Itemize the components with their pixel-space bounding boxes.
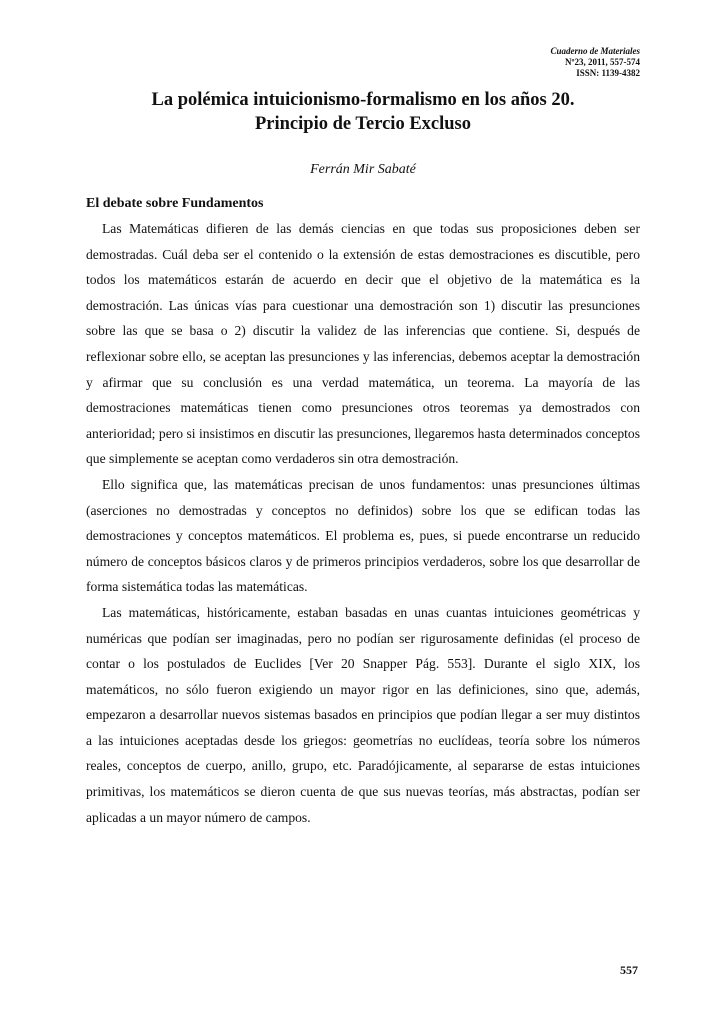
article-title (86, 88, 640, 136)
page-number: 557 (620, 963, 638, 977)
journal-issue: Nº23, 2011, 557-574 (565, 57, 640, 67)
paragraph: Las Matemáticas difieren de las demás ciencias en que todas sus proposiciones deben ser demostradas. Cuál deba ser el contenido o la extensión de estas demostraciones es discutible, pero todos los matemáticos estarán de acuerdo en decir que el objetivo de la matemática es la demostración. Las únicas vías para cuestionar una demostración son 1) discutir las presunciones sobre las que se basa o 2) discutir la validez de las inferencias que contiene. Si, después de reflexionar sobre ello, se aceptan las presunciones y las inferencias, debemos aceptar la demostración y afirmar que su conclusión es una verdad matemática, un teorema. La mayoría de las demostraciones matemáticas tienen como presunciones otros teoremas ya demostrados con anterioridad; pero si insistimos en discutir las presunciones, llegaremos hasta determinados conceptos que simplemente se aceptan como verdaderos sin otra demostración. (86, 221, 640, 467)
paragraph: Ello significa que, las matemáticas precisan de unos fundamentos: unas presunciones últimas (aserciones no demostradas y conceptos no definidos) sobre los que se edifican todas las demostraciones y conceptos matemáticos. El problema es, pues, si puede encontrarse un reducido número de conceptos básicos claros y de primeros principios verdaderos, sobre los que desarrollar de forma sistemática todas las matemáticas. (86, 476, 640, 595)
article-author: Ferrán Mir Sabaté (310, 162, 416, 177)
body-text (86, 216, 640, 830)
section-heading: El debate sobre Fundamentos (86, 196, 264, 211)
journal-info (550, 46, 640, 79)
journal-issn: ISSN: 1139-4382 (576, 68, 640, 78)
article-title-line2: Principio de Tercio Excluso (254, 114, 472, 134)
journal-name: Cuaderno de Materiales (550, 46, 640, 56)
article-title-line1: La polémica intuicionismo-formalismo en los años 20. (151, 90, 575, 110)
paragraph: Las matemáticas, históricamente, estaban basadas en unas cuantas intuiciones geométricas y numéricas que podían ser imaginadas, pero no podían ser rigurosamente definidas (el proceso de contar o los postulados de Euclides [Ver 20 Snapper Pág. 553]. Durante el siglo XIX, los matemáticos, no sólo fueron exigiendo un mayor rigor en las definiciones, sino que, además, empezaron a desarrollar nuevos sistemas basados en principios que podían llegar a ser muy distintos a las intuiciones aceptadas desde los griegos: geometrías no euclídeas, teoría sobre los números reales, conceptos de cuerpo, anillo, grupo, etc. Paradójicamente, al separarse de estas intuiciones primitivas, los matemáticos se dieron cuenta de que sus nuevas teorías, más abstractas, podían ser aplicadas a un mayor número de campos. (86, 604, 640, 825)
